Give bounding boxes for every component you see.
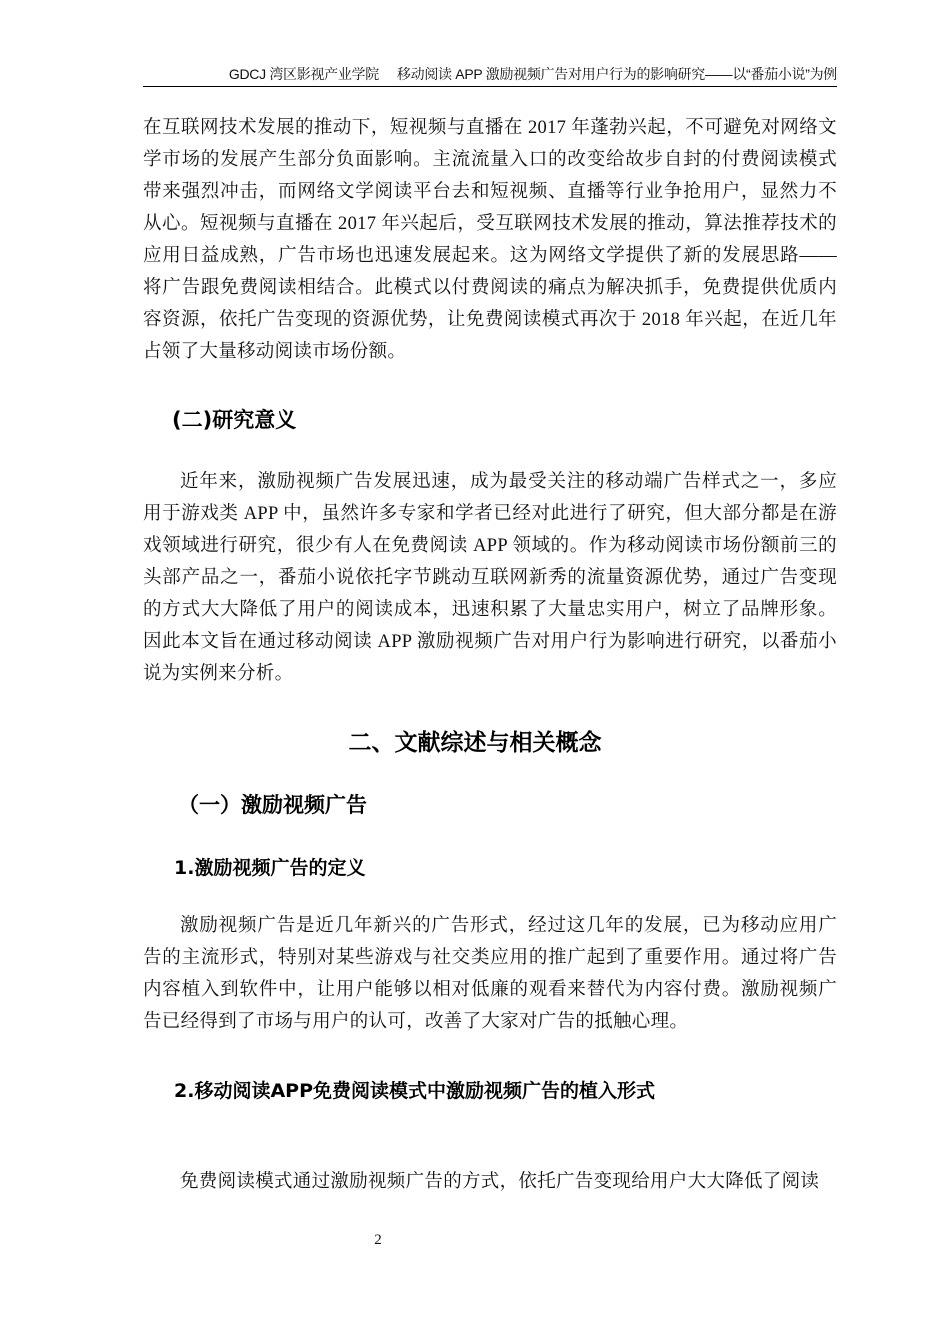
header-thesis-title: 移动阅读 APP 激励视频广告对用户行为的影响研究——以“番茄小说”为例 <box>396 66 837 82</box>
subsection-heading-embedding-forms: 2.移动阅读APP免费阅读模式中激励视频广告的植入形式 <box>174 1080 655 1102</box>
paragraph-research-significance: 近年来，激励视频广告发展迅速，成为最受关注的移动端广告样式之一，多应用于游戏类 APP 中，虽然许多专家和学者已经对此进行了研究，但大部分都是在游戏领域进行研究，很少有人在免费阅读 APP 领域的。作为移动阅读市场份额前三的头部产品之一，番茄小说依托字节跳动互联网新秀的流量资源优势，通过广告变现的方式大大降低了用户的阅读成本，迅速积累了大量忠实用户，树立了品牌形象。因此本文旨在通过移动阅读 APP 激励视频广告对用户行为影响进行研究，以番茄小说为实例来分析。 <box>143 472 837 684</box>
page-header <box>143 64 837 87</box>
page-number: 2 <box>374 1232 382 1248</box>
paragraph-definition: 激励视频广告是近几年新兴的广告形式，经过这几年的发展，已为移动应用广告的主流形式，特别对某些游戏与社交类应用的推广起到了重要作用。通过将广告内容植入到软件中，让用户能够以相对低廉的观看来替代为内容付费。激励视频广告已经得到了市场与用户的认可，改善了大家对广告的抵触心理。 <box>143 916 837 1032</box>
paragraph-background: 在互联网技术发展的推动下，短视频与直播在 2017 年蓬勃兴起，不可避免对网络文学市场的发展产生部分负面影响。主流流量入口的改变给故步自封的付费阅读模式带来强烈冲击，而网络文学阅读平台去和短视频、直播等行业争抢用户，显然力不从心。短视频与直播在 2017 年兴起后，受互联网技术发展的推动，算法推荐技术的应用日益成熟，广告市场也迅速发展起来。这为网络文学提供了新的发展思路——将广告跟免费阅读相结合。此模式以付费阅读的痛点为解决抓手，免费提供优质内容资源，依托广告变现的资源优势，让免费阅读模式再次于 2018 年兴起，在近几年占领了大量移动阅读市场份额。 <box>143 118 837 362</box>
header-spacer <box>379 66 397 82</box>
section-heading-research-significance: (二)研究意义 <box>172 408 297 432</box>
paragraph-embedding-forms: 免费阅读模式通过激励视频广告的方式，依托广告变现给用户大大降低了阅读 <box>180 1172 820 1192</box>
subsection-heading-definition: 1.激励视频广告的定义 <box>174 857 366 879</box>
section-heading-incentive-video-ads: （一）激励视频广告 <box>178 793 367 817</box>
chapter-heading: 二、文献综述与相关概念 <box>348 730 602 756</box>
header-institution: GDCJ 湾区影视产业学院 <box>228 66 379 82</box>
